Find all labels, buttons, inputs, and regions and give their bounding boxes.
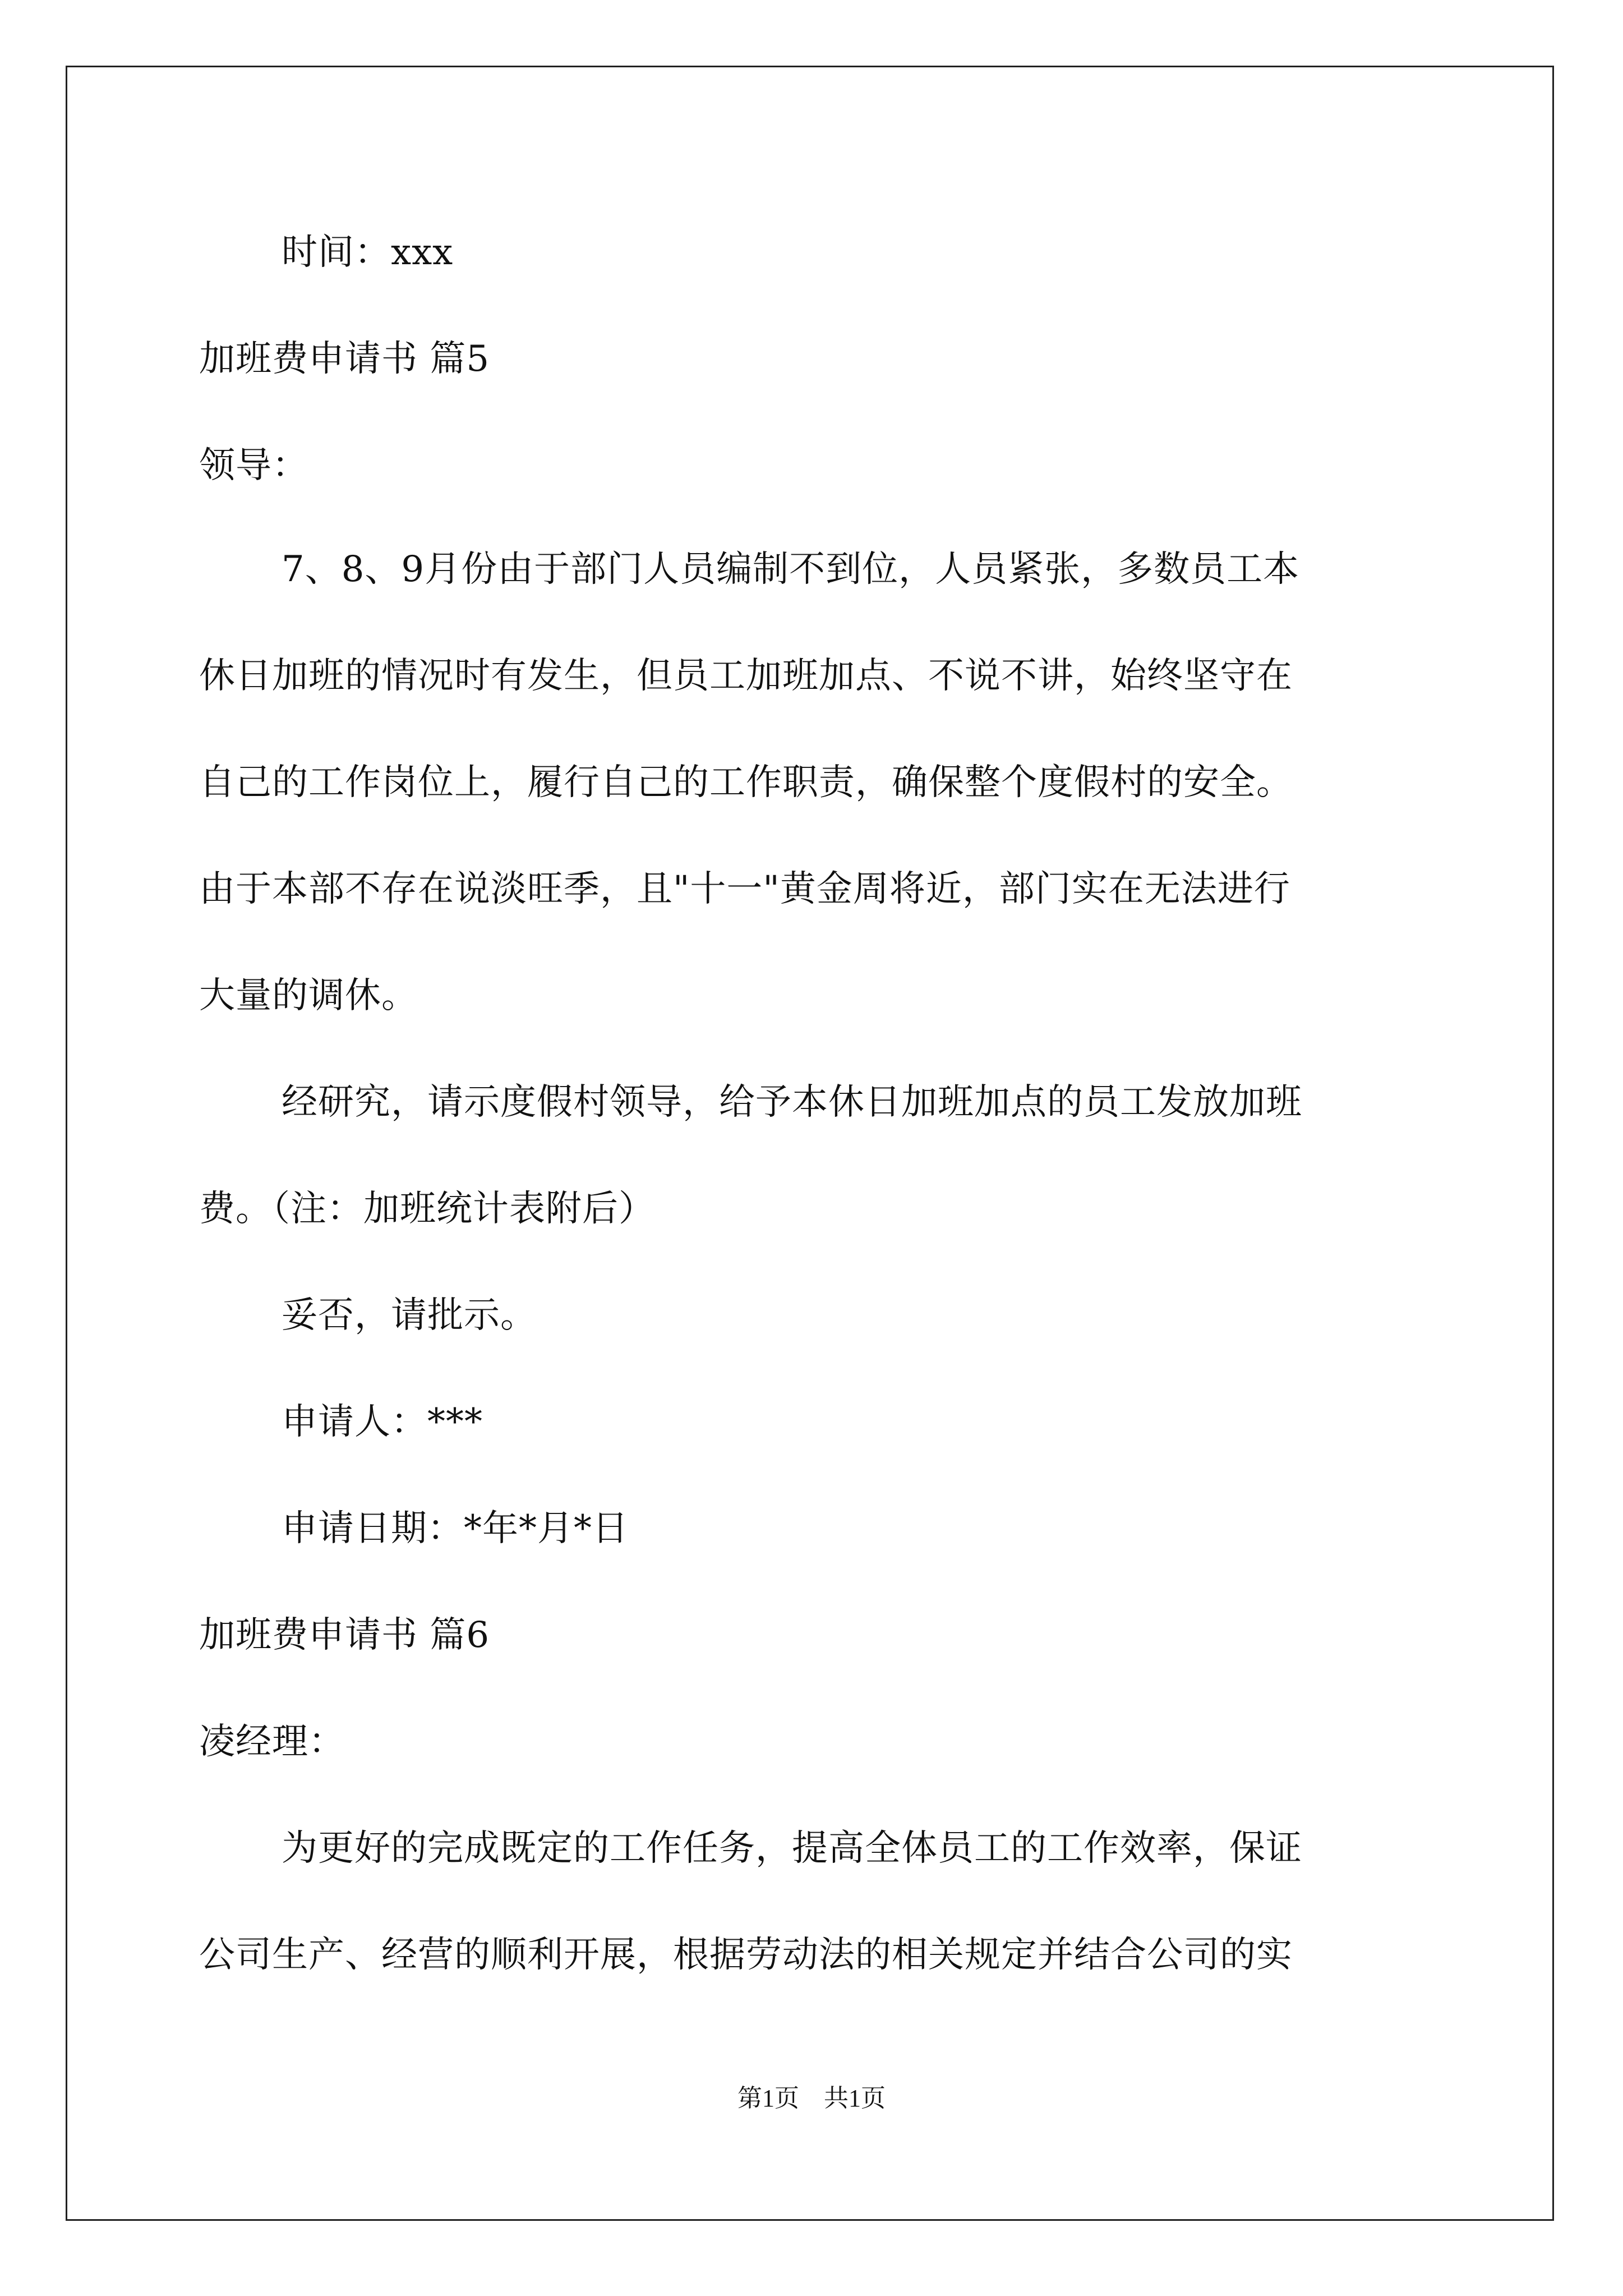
salutation-manager: 凌经理： — [199, 1721, 345, 1763]
paragraph-line: 大量的调休。 — [199, 975, 418, 1016]
page-footer: 第1页 共1页 — [737, 2085, 886, 2112]
paragraph-line: 由于本部不存在说淡旺季，且"十一"黄金周将近，部门实在无法进行 — [199, 868, 1290, 910]
paragraph-line: 公司生产、经营的顺利开展，根据劳动法的相关规定并结合公司的实 — [199, 1934, 1293, 1976]
page-border — [66, 66, 1554, 2221]
application-date-line: 申请日期：*年*月*日 — [282, 1508, 629, 1549]
closing-line: 妥否，请批示。 — [282, 1295, 537, 1336]
paragraph-line: 7、8、9月份由于部门人员编制不到位，人员紧张，多数员工本 — [282, 549, 1300, 590]
paragraph-line: 为更好的完成既定的工作任务，提高全体员工的工作效率，保证 — [282, 1828, 1302, 1869]
applicant-line: 申请人：*** — [282, 1401, 483, 1443]
paragraph-line: 费。（注：加班统计表附后） — [199, 1188, 655, 1230]
section-heading-5: 加班费申请书 篇5 — [199, 338, 490, 380]
section-heading-6: 加班费申请书 篇6 — [199, 1614, 490, 1656]
salutation-leader: 领导： — [199, 445, 308, 486]
paragraph-line: 自己的工作岗位上，履行自己的工作职责，确保整个度假村的安全。 — [199, 762, 1293, 803]
date-line: 时间：xxx — [282, 232, 454, 273]
paragraph-line: 休日加班的情况时有发生，但员工加班加点、不说不讲，始终坚守在 — [199, 655, 1293, 697]
paragraph-line: 经研究，请示度假村领导，给予本休日加班加点的员工发放加班 — [282, 1082, 1302, 1123]
